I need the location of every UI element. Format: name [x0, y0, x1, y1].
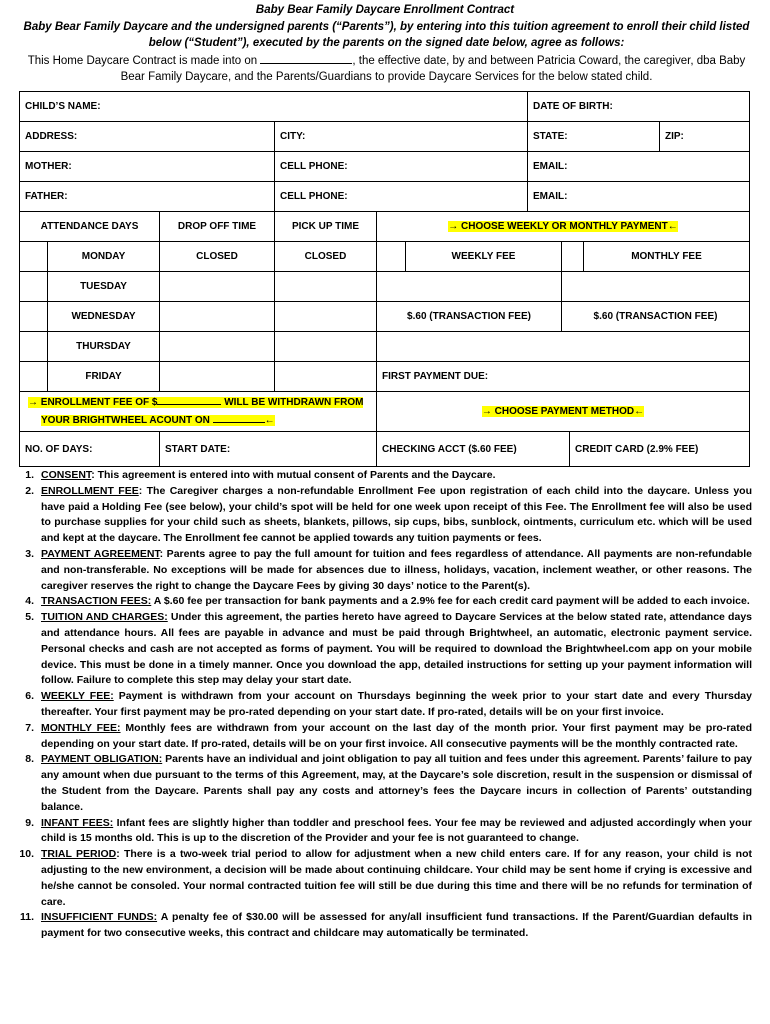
city-label: CITY:	[280, 131, 306, 142]
term-text: Parents agree to pay the full amount for tuition and fees regardless of attendance. All payments are non-refundable and non-transferable. No exceptions will be made for absences due to illness, holidays, vacation, inclement weather, or other reasons. The caregiver reserves the right to change the Daycare Fees by giving 30 days’ notice to the Parent(s).	[41, 547, 752, 592]
payment-blank-row	[376, 331, 750, 362]
enrollment-fee-amount-blank[interactable]	[157, 395, 221, 405]
terms-list	[12, 468, 752, 942]
term-text: Payment is withdrawn from your account on Thursdays beginning the week prior to your start date and every Thursday thereafter. Your first payment may be pro-rated depending on your start date. If pro-rated, details will be on your first invoice.	[41, 690, 752, 718]
mother-cell-phone-field[interactable]	[274, 151, 528, 182]
friday-drop-off[interactable]	[159, 361, 275, 392]
friday-pick-up[interactable]	[274, 361, 377, 392]
term-text: A $.60 fee per transaction for bank payments and a 2.9% fee for each credit card payment will be added to each invoice.	[151, 595, 750, 608]
day-label: WEDNESDAY	[71, 311, 136, 322]
mother-label: MOTHER:	[25, 161, 72, 172]
enrollment-fee-date-blank[interactable]	[213, 413, 265, 423]
wednesday-checkbox[interactable]	[19, 301, 48, 332]
tuesday-drop-off[interactable]	[159, 271, 275, 302]
father-email-label: EMAIL:	[533, 191, 568, 202]
contract-statement	[14, 52, 759, 85]
term-item	[12, 910, 752, 942]
pick-up-time-label: PICK UP TIME	[291, 221, 360, 232]
mother-cell-phone-label: CELL PHONE:	[280, 161, 348, 172]
term-title-sep: :	[159, 547, 164, 560]
term-title: MONTHLY FEE:	[41, 721, 121, 734]
attendance-days-label: ATTENDANCE DAYS	[40, 221, 139, 232]
father-cell-phone-label: CELL PHONE:	[280, 191, 348, 202]
state-label: STATE:	[533, 131, 568, 142]
weekly-fee-amount[interactable]	[376, 271, 562, 302]
thursday-drop-off[interactable]	[159, 331, 275, 362]
monday-pick-up-value: CLOSED	[304, 251, 347, 262]
effective-date-blank[interactable]	[260, 52, 352, 64]
weekly-transaction-fee	[376, 301, 562, 332]
enrollment-fee-line1	[28, 394, 363, 412]
contract-suffix: , the effective date, by and between Patricia Coward, the caregiver, dba Baby Bear Family Daycare, and the Parents/Guardians to provide Daycare Services for the below stated child.	[120, 55, 746, 83]
term-title: PAYMENT OBLIGATION:	[41, 753, 163, 766]
enrollment-fee-line2	[28, 412, 275, 430]
drop-off-time-label: DROP OFF TIME	[177, 221, 257, 232]
term-item	[12, 547, 752, 594]
father-cell-phone-field[interactable]	[274, 181, 528, 212]
friday-checkbox[interactable]	[19, 361, 48, 392]
day-label: FRIDAY	[85, 371, 122, 382]
day-thursday	[47, 331, 160, 362]
contract-prefix: This Home Daycare Contract is made into on	[27, 55, 258, 67]
term-title-sep: :	[116, 848, 120, 861]
monday-drop-off[interactable]	[159, 241, 275, 272]
wednesday-drop-off[interactable]	[159, 301, 275, 332]
term-item	[12, 721, 752, 753]
term-number: 2.	[25, 484, 34, 497]
term-number: 6.	[25, 690, 34, 703]
start-date-label: START DATE:	[165, 443, 231, 455]
monthly-fee-label: MONTHLY FEE	[631, 251, 702, 262]
start-date-field[interactable]	[159, 431, 377, 467]
term-text: A penalty fee of $30.00 will be assessed for any/all insufficient fund transactions. If the Parent/Guardian defaults in payment for two consecutive weeks, this contract and childcare may automatically be terminated.	[41, 911, 752, 940]
term-number: 8.	[25, 753, 34, 766]
term-item	[12, 468, 752, 484]
first-payment-due-field[interactable]	[376, 361, 750, 392]
term-number: 4.	[25, 595, 34, 608]
attendance-days-header	[19, 211, 160, 242]
document-title: Baby Bear Family Daycare Enrollment Contract	[255, 4, 515, 16]
father-label: FATHER:	[25, 191, 68, 202]
city-field[interactable]	[274, 121, 528, 152]
choose-payment-header	[376, 211, 750, 242]
term-item	[12, 594, 752, 610]
wednesday-pick-up[interactable]	[274, 301, 377, 332]
term-item	[12, 689, 752, 721]
term-text: Under this agreement, the parties hereto have agreed to Daycare Services at the below stated rate, attendance days and attendance hours. All fees are payable in advance and must be paid through Brightwheel, an automatic, electronic payment service. Personal checks and cash are not accepted as forms of payment. You will be required to download the Brightwheel.com app on your mobile device. This must be done in a timely manner. Once you download the app, detailed instructions for setting up your payment information will follow. Failure to complete this step may delay your start date.	[41, 611, 752, 687]
tuesday-pick-up[interactable]	[274, 271, 377, 302]
no-of-days-label: NO. OF DAYS:	[25, 443, 93, 455]
father-email-field[interactable]	[527, 181, 750, 212]
day-friday	[47, 361, 160, 392]
term-item	[12, 610, 752, 689]
term-item	[12, 484, 752, 547]
enrollment-form	[19, 91, 750, 467]
weekly-transaction-fee-label: $.60 (TRANSACTION FEE)	[407, 311, 531, 322]
tuesday-checkbox[interactable]	[19, 271, 48, 302]
term-text: This agreement is entered into with mutual consent of Parents and the Daycare.	[94, 469, 496, 481]
date-of-birth-field[interactable]	[527, 91, 750, 122]
term-item	[12, 847, 752, 910]
day-tuesday	[47, 271, 160, 302]
term-item	[12, 816, 752, 848]
monday-drop-off-value: CLOSED	[196, 251, 238, 262]
day-label: THURSDAY	[76, 341, 131, 352]
weekly-fee-cell	[405, 241, 562, 272]
date-of-birth-label: DATE OF BIRTH:	[533, 101, 613, 112]
term-text: Parents have an individual and joint obligation to pay all tuition and fees under this agreement. Parents’ failure to pay any amount when due pursuant to the terms of this Agreement, may, at the Daycare’s sole discretion, result in the suspension or dismissal of the Student from the Daycare. Parents shall pay any costs and attorney’s fees the Daycare incurs in collection of Parents’ outstanding balance.	[41, 753, 752, 813]
term-number: 11.	[19, 911, 34, 924]
enrollment-fee-arrow: ←	[264, 414, 275, 426]
day-label: MONDAY	[81, 251, 126, 262]
credit-card-option[interactable]	[569, 431, 750, 467]
thursday-checkbox[interactable]	[19, 331, 48, 362]
choose-method-header	[376, 391, 750, 432]
enrollment-fee-line2-text: YOUR BRIGHTWHEEL ACOUNT ON	[41, 414, 210, 426]
day-monday	[47, 241, 160, 272]
term-item	[12, 752, 752, 815]
mother-email-field[interactable]	[527, 151, 750, 182]
checking-account-label: CHECKING ACCT ($.60 FEE)	[382, 443, 517, 455]
term-text: The Caregiver charges a non-refundable Enrollment Fee upon registration of each child into the daycare. Unless you have paid a Holding Fee (see below), your child’s spot will be held for one week upon receipt of this Fee. The Enrollment fee will also be used to purchase supplies for your child such as sheets, blankets, pillows, sip cups, bibs, sunblock, ointments, curriculum etc. which will be used and kept at the daycare. The Enrollment fee cannot be applied towards any tuition payments or fees.	[41, 484, 752, 545]
father-field[interactable]	[19, 181, 275, 212]
term-title: TRIAL PERIOD	[41, 848, 117, 861]
monthly-transaction-fee	[561, 301, 750, 332]
thursday-pick-up[interactable]	[274, 331, 377, 362]
term-text: Infant fees are slightly higher than toddler and preschool fees. Your fee may be reviewed and adjusted accordingly when your child is 15 months old. This is up to the discretion of the Provider and your fee is not guaranteed to change.	[41, 816, 752, 845]
zip-field[interactable]	[659, 121, 750, 152]
term-title: PAYMENT AGREEMENT	[41, 547, 160, 560]
term-title-sep: :	[138, 484, 143, 497]
drop-off-time-header	[159, 211, 275, 242]
term-title: INSUFFICIENT FUNDS:	[41, 911, 158, 924]
term-number: 9.	[25, 816, 34, 829]
term-title-sep: :	[91, 469, 95, 481]
term-title: TRANSACTION FEES:	[41, 595, 152, 608]
enrollment-fee-mid: WILL BE WITHDRAWN FROM	[224, 396, 364, 408]
term-text: There is a two-week trial period to allow for adjustment when a new child enters care. If for any reason, your child is not adjusting to the new environment, a decision will be made about continuing childcare. Your child may be sent home if crying is excessive and he/she cannot be consoled. Your normal contracted tuition fee will still be due during this time and there will be no refunds for termination of care.	[41, 848, 752, 908]
day-wednesday	[47, 301, 160, 332]
checking-account-option[interactable]	[376, 431, 570, 467]
zip-label: ZIP:	[665, 131, 684, 142]
pick-up-time-header	[274, 211, 377, 242]
term-title: INFANT FEES:	[41, 816, 114, 829]
monday-checkbox[interactable]	[19, 241, 48, 272]
weekly-fee-checkbox[interactable]	[376, 241, 406, 272]
credit-card-label: CREDIT CARD (2.9% FEE)	[575, 443, 699, 455]
term-title: TUITION AND CHARGES:	[41, 611, 168, 624]
monthly-fee-amount[interactable]	[561, 271, 750, 302]
choose-method-label: → CHOOSE PAYMENT METHOD←	[481, 406, 645, 417]
term-number: 5.	[25, 611, 34, 624]
term-number: 7.	[25, 721, 34, 734]
address-label: ADDRESS:	[25, 131, 78, 142]
choose-payment-label: → CHOOSE WEEKLY OR MONTHLY PAYMENT←	[448, 221, 678, 232]
mother-field[interactable]	[19, 151, 275, 182]
childs-name-field[interactable]	[19, 91, 528, 122]
enrollment-fee-prefix: → ENROLLMENT FEE OF $	[28, 396, 158, 408]
childs-name-label: CHILD’S NAME:	[25, 101, 101, 112]
no-of-days-field[interactable]	[19, 431, 160, 467]
monthly-transaction-fee-label: $.60 (TRANSACTION FEE)	[593, 311, 718, 322]
weekly-fee-label: WEEKLY FEE	[451, 251, 516, 262]
day-label: TUESDAY	[80, 281, 127, 292]
address-field[interactable]	[19, 121, 275, 152]
monthly-fee-cell	[583, 241, 750, 272]
enrollment-fee-cell	[19, 391, 377, 432]
monday-pick-up[interactable]	[274, 241, 377, 272]
term-number: 1.	[25, 469, 34, 481]
mother-email-label: EMAIL:	[533, 161, 568, 172]
term-number: 3.	[25, 547, 34, 560]
first-payment-due-label: FIRST PAYMENT DUE:	[382, 371, 489, 382]
state-field[interactable]	[527, 121, 660, 152]
term-title: WEEKLY FEE:	[41, 690, 114, 703]
term-text: Monthly fees are withdrawn from your account on the last day of the month prior. Your first payment may be pro-rated depending on your start date. If pro-rated, details will be on your first invoice. All consecutive payments will be the monthly contracted rate.	[41, 721, 752, 750]
monthly-fee-checkbox[interactable]	[561, 241, 584, 272]
term-title: ENROLLMENT FEE	[41, 484, 139, 497]
term-number: 10.	[19, 848, 34, 861]
term-title: CONSENT	[41, 469, 92, 481]
intro-paragraph: Baby Bear Family Daycare and the undersigned parents (“Parents”), by entering into this tuition agreement to enroll their child listed below (“Student”), executed by the parents on the signed date below, agree as follows:	[23, 21, 750, 49]
